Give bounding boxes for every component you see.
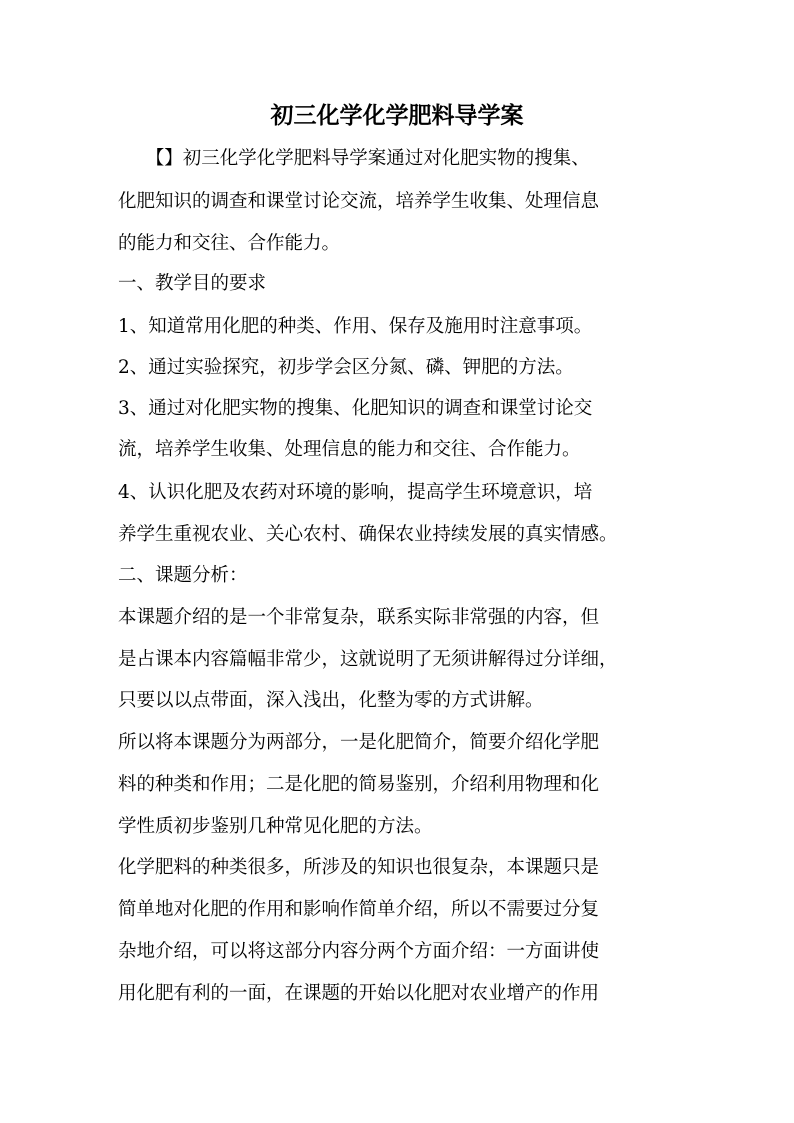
paragraph-line: 杂地介绍，可以将这部分内容分两个方面介绍：一方面讲使	[118, 941, 600, 962]
paragraph-line: 学性质初步鉴别几种常见化肥的方法。	[118, 816, 433, 837]
section-heading: 一、教学目的要求	[118, 273, 267, 294]
paragraph-line: 本课题介绍的是一个非常复杂，联系实际非常强的内容，但	[118, 607, 600, 628]
paragraph-line: 料的种类和作用；二是化肥的简易鉴别，介绍利用物理和化	[118, 774, 600, 795]
paragraph-line: 化肥知识的调查和课堂讨论交流，培养学生收集、处理信息	[118, 191, 600, 212]
paragraph-line: 用化肥有利的一面，在课题的开始以化肥对农业增产的作用	[118, 983, 600, 1004]
paragraph-line: 2、通过实验探究，初步学会区分氮、磷、钾肥的方法。	[118, 357, 574, 378]
paragraph-line: 简单地对化肥的作用和影响作简单介绍，所以不需要过分复	[118, 899, 600, 920]
paragraph-line: 3、通过对化肥实物的搜集、化肥知识的调查和课堂讨论交	[118, 398, 593, 419]
document-title: 初三化学化学肥料导学案	[270, 102, 524, 129]
section-heading: 二、课题分析：	[118, 565, 248, 586]
paragraph-line: 养学生重视农业、关心农村、确保农业持续发展的真实情感。	[118, 524, 618, 545]
paragraph-line: 化学肥料的种类很多，所涉及的知识也很复杂，本课题只是	[118, 857, 600, 878]
paragraph-line: 是占课本内容篇幅非常少，这就说明了无须讲解得过分详细，	[118, 649, 618, 670]
paragraph-line: 1、知道常用化肥的种类、作用、保存及施用时注意事项。	[118, 316, 593, 337]
paragraph-line: 流，培养学生收集、处理信息的能力和交往、合作能力。	[118, 439, 581, 460]
paragraph-line: 【】初三化学化学肥料导学案通过对化肥实物的搜集、	[118, 148, 590, 169]
paragraph-line: 的能力和交往、合作能力。	[118, 233, 341, 254]
paragraph-line: 只要以以点带面，深入浅出，化整为零的方式讲解。	[118, 690, 544, 711]
paragraph-line: 4、认识化肥及农药对环境的影响，提高学生环境意识，培	[118, 482, 593, 503]
paragraph-line: 所以将本课题分为两部分，一是化肥简介，简要介绍化学肥	[118, 732, 600, 753]
